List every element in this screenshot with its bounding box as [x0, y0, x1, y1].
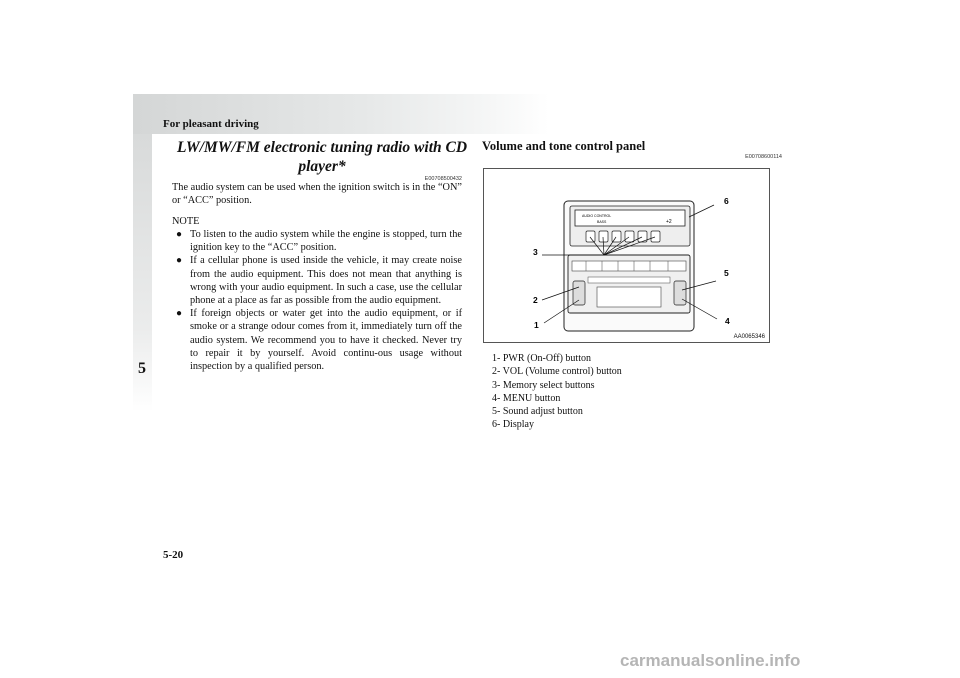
note-list	[172, 228, 462, 373]
control-panel-figure	[483, 168, 770, 343]
watermark: carmanualsonline.info	[620, 651, 801, 670]
legend-item: 3- Memory select buttons	[492, 379, 595, 391]
bullet-icon: ●	[176, 308, 183, 320]
legend-item: 6- Display	[492, 419, 534, 431]
panel-section-code: E00708600114	[745, 154, 782, 160]
note-text: If foreign objects or water get into the audio equipment, or if smoke or a strange odour comes from it, immediately turn off the audio system. We recommend you to have it checked. Never try to repair it by yourself. Avoid continu-ous usage without inspection by a qualified person.	[190, 308, 462, 373]
page-number: 5-20	[163, 549, 184, 561]
legend-item: 4- MENU button	[492, 392, 561, 404]
note-label: NOTE	[172, 216, 200, 227]
display-mode: BASS	[597, 220, 607, 224]
legend-item: 1- PWR (On-Off) button	[492, 353, 591, 364]
note-text: If a cellular phone is used inside the vehicle, it may create noise from the audio equipment. This does not mean that anything is wrong with your audio equipment. In such a case, use the cellular phone at a place as far as possible from the audio equipment.	[190, 255, 462, 307]
panel-section-title: Volume and tone control panel	[482, 139, 646, 153]
bullet-icon: ●	[176, 229, 183, 240]
display-label: AUDIO CONTROL	[582, 214, 612, 218]
callout-5: 5	[724, 268, 729, 278]
note-item	[172, 254, 462, 307]
callout-2: 2	[533, 295, 538, 305]
figure-code: AA0065346	[733, 334, 765, 340]
intro-paragraph: The audio system can be used when the ignition switch is in the “ON” or “ACC” position.	[172, 182, 462, 207]
note-item	[172, 228, 462, 254]
callout-6: 6	[724, 196, 729, 206]
article-title: LW/MW/FM electronic tuning radio with CD player*	[176, 139, 468, 175]
note-text: To listen to the audio system while the engine is stopped, turn the ignition key to the “ACC” position.	[190, 229, 462, 254]
article-code: E00708500432	[424, 176, 462, 182]
panel-legend	[492, 352, 622, 432]
control-panel-illustration	[484, 169, 769, 342]
section-title: For pleasant driving	[163, 118, 259, 130]
legend-item: 5- Sound adjust button	[492, 406, 583, 418]
note-item	[172, 307, 462, 373]
legend-item: 2- VOL (Volume control) button	[492, 366, 622, 378]
chapter-number: 5	[138, 360, 146, 377]
display-value: +2	[666, 219, 672, 225]
callout-1: 1	[534, 320, 539, 330]
callout-3: 3	[533, 247, 538, 257]
bullet-icon: ●	[176, 255, 183, 267]
callout-4: 4	[725, 316, 730, 326]
